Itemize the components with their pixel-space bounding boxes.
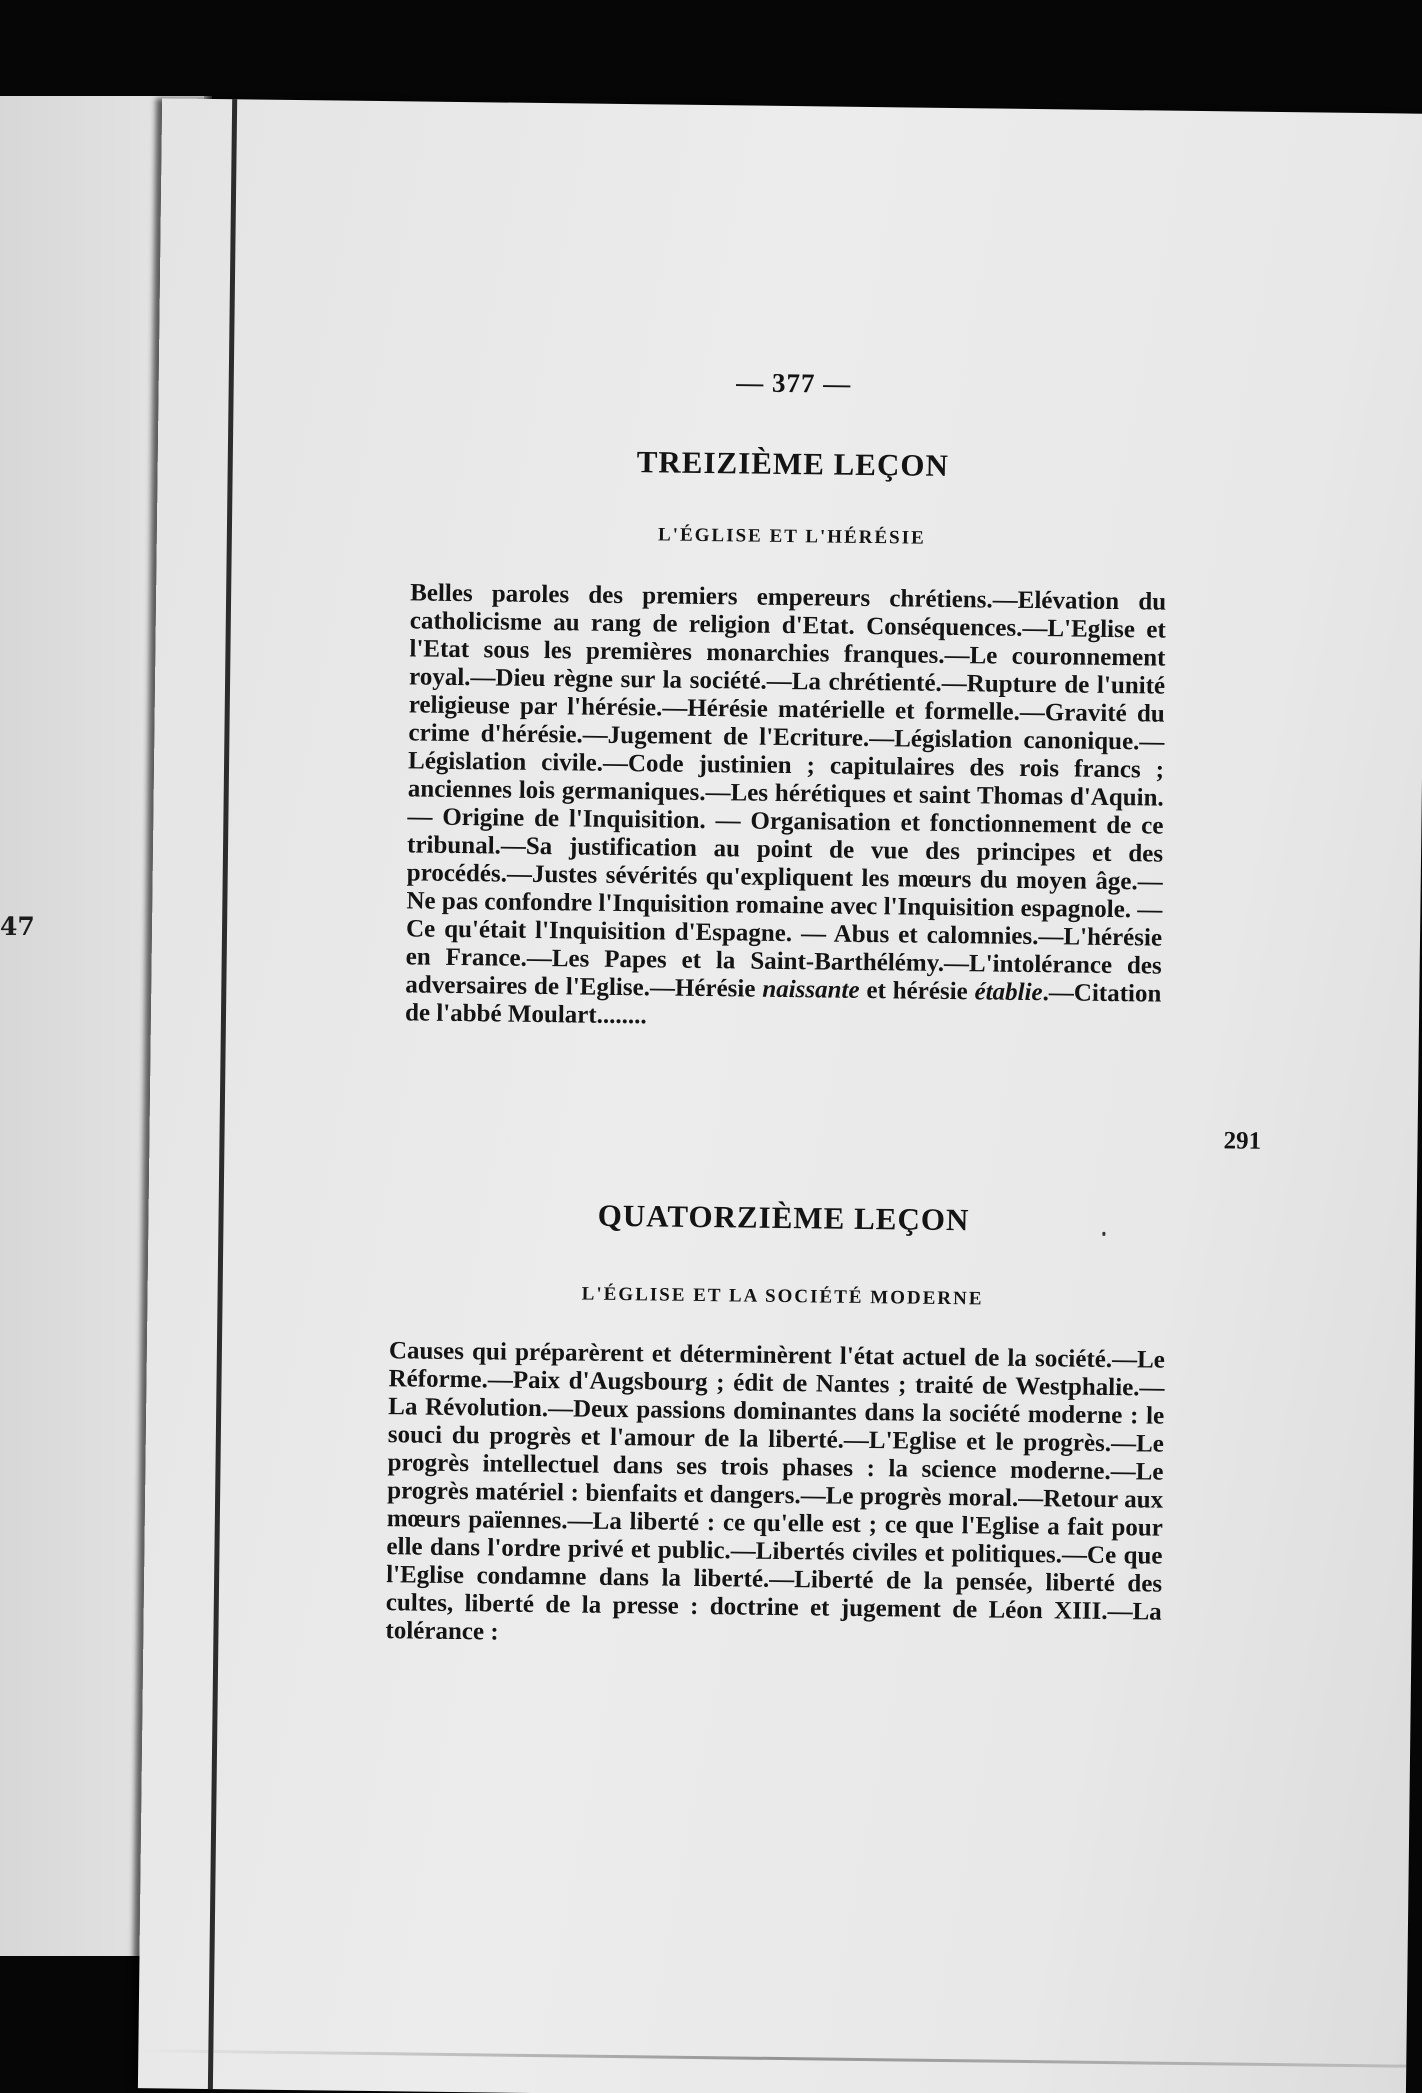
lesson-13-summary-italic-etablie: établie [974, 978, 1043, 1007]
lesson-14-subtitle: L'ÉGLISE ET LA SOCIÉTÉ MODERNE [581, 1283, 984, 1310]
lesson-14-summary [385, 1337, 1165, 1654]
lesson-14-title: QUATORZIÈME LEÇON [597, 1197, 970, 1238]
page-number: — 377 — [736, 367, 852, 399]
page-bottom-edge [138, 2049, 1406, 2067]
lesson-13-summary-tail: .—Citation de l'abbé Moulart [404, 979, 1162, 1029]
ink-speck [1102, 1232, 1105, 1236]
dot-leader: ........ [596, 1001, 647, 1030]
page-content [312, 100, 1282, 1646]
left-page-number-fragment: 47 [0, 912, 35, 941]
lesson-13-summary-italic-naissante: naissante [762, 975, 860, 1004]
lesson-14-summary-text: Causes qui préparèrent et déterminèrent l'état actuel de la société.—Le Réforme.—Paix d'Augsbourg ; édit de Nantes ; traité de Westphalie.—La Révolution.—Deux passions dominantes dans la société moderne : le souci du progrès et l'amour de la liberté.—L'Eglise et le progrès.—Le progrès intellectuel dans ses trois phases : la science moderne.—Le progrès matériel : bienfaits et dangers.—Le progrès moral.—Retour aux mœurs païennes.—La liberté : ce qu'elle est ; ce que l'Eglise a fait pour elle dans l'ordre privé et public.—Libertés civiles et politiques.—Ce que l'Eglise condamne dans la liberté.—Liberté de la pensée, liberté des cultes, liberté de la presse : doctrine et jugement de Léon XIII.—La tolérance : [385, 1337, 1166, 1646]
lesson-13-page-reference: 291 [1223, 1127, 1262, 1155]
lesson-13-summary [405, 579, 1166, 1036]
main-page [138, 98, 1422, 2093]
lesson-13-title: TREIZIÈME LEÇON [636, 444, 950, 483]
lesson-13-summary-mid: et hérésie [859, 976, 975, 1006]
lesson-13-summary-text: Belles paroles des premiers empereurs chrétiens.—Elévation du catholicisme au rang de religion d'Etat. Conséquences.—L'Eglise et l'Etat sous les premières monarchies franques.—Le couronnement royal.—Dieu règne sur la société.—La chrétienté.—Rupture de l'unité religieuse par l'hérésie.—Hérésie matérielle et formelle.—Gravité du crime d'hérésie.—Jugement de l'Ecriture.—Législation canonique.—Législation civile.—Code justinien ; capitulaires des rois francs ; anciennes lois germaniques.—Les hérétiques et saint Thomas d'Aquin. — Origine de l'Inquisition. — Organisation et fonctionnement de ce tribunal.—Sa justification au point de vue des principes et des procédés.—Justes sévérités qu'expliquent les mœurs du moyen âge.—Ne pas confondre l'Inquisition romaine avec l'Inquisition espagnole. — Ce qu'était l'Inquisition d'Espagne. — Abus et calomnies.—L'hérésie en France.—Les Papes et la Saint-Barthélémy.—L'intolérance des adversaires de l'Eglise.—Hérésie [405, 579, 1167, 1003]
lesson-13-subtitle: L'ÉGLISE ET L'HÉRÉSIE [657, 524, 926, 549]
